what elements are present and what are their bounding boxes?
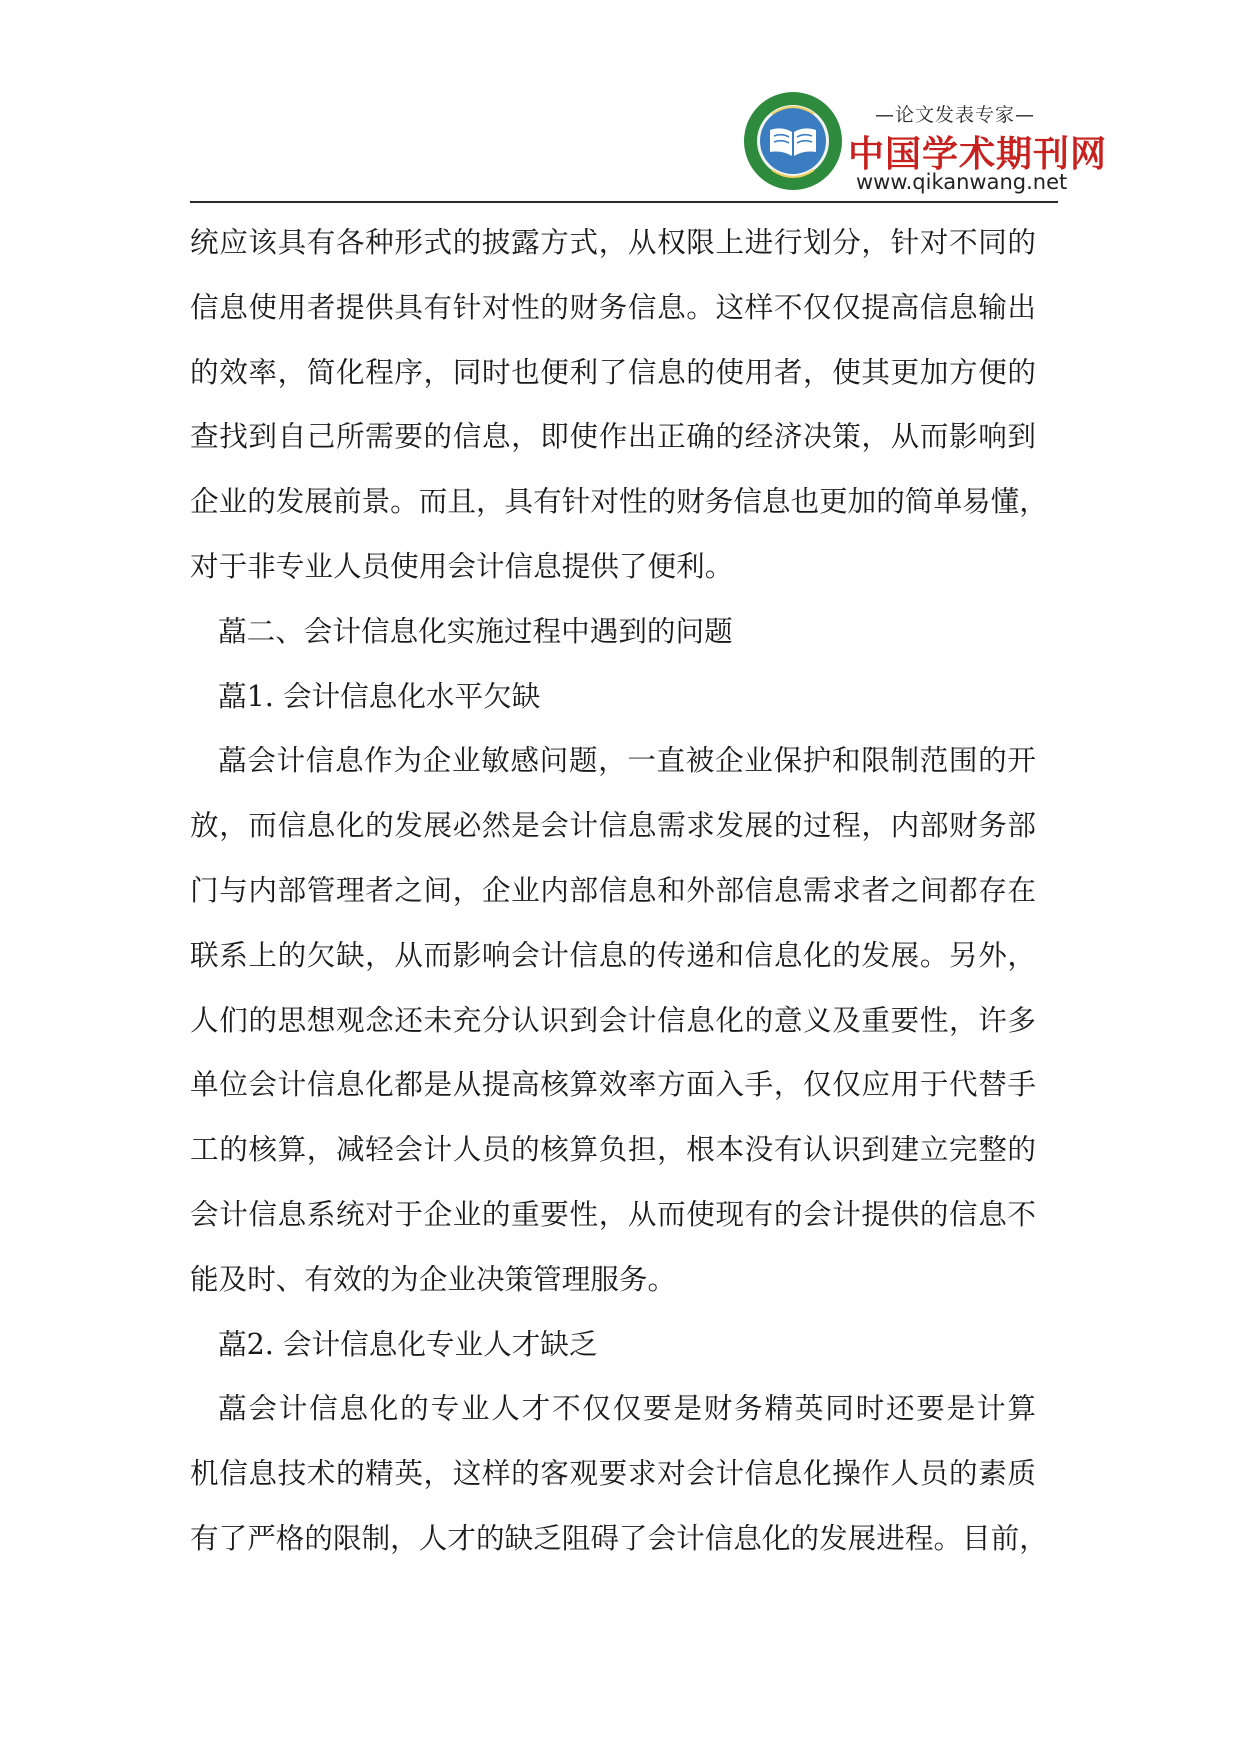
logo-slogan: —论文发表专家— [874,104,1035,126]
text-line: 统应该具有各种形式的披露方式，从权限上进行划分，针对不同的 [190,225,1036,259]
text-line: 能及时、有效的为企业决策管理服务。 [190,1261,677,1296]
text-line: 藠会计信息作为企业敏感问题，一直被企业保护和限制范围的开 [218,743,1036,778]
text-line: 会计信息系统对于企业的重要性，从而使现有的会计提供的信息不 [190,1196,1036,1231]
text-line: 藠2. 会计信息化专业人才缺乏 [218,1326,598,1361]
text-line: 放，而信息化的发展必然是会计信息需求发展的过程，内部财务部 [190,808,1036,843]
text-line: 企业的发展前景。而且，具有针对性的财务信息也更加的简单易懂， [190,484,1048,519]
logo-url: www.qikanwang.net [856,170,1068,194]
document-body [190,210,1048,1571]
logo-name: 中国学术期刊网 [848,134,1108,175]
text-line: 对于非专业人员使用会计信息提供了便利。 [190,548,734,583]
seal-icon [742,90,844,192]
text-line: 单位会计信息化都是从提高核算效率方面入手，仅仅应用于代替手 [190,1067,1036,1102]
qikanwang-logo [742,90,1108,202]
text-line: 有了严格的限制，人才的缺乏阻碍了会计信息化的发展进程。目前， [190,1520,1048,1555]
header-divider [190,201,1058,203]
text-line: 的效率，简化程序，同时也便利了信息的使用者，使其更加方便的 [190,354,1036,389]
page-header [0,0,1241,210]
text-line: 查找到自己所需要的信息，即使作出正确的经济决策，从而影响到 [190,419,1036,454]
text-line: 信息使用者提供具有针对性的财务信息。这样不仅仅提高信息输出 [190,289,1036,324]
text-line: 机信息技术的精英，这样的客观要求对会计信息化操作人员的素质 [190,1456,1036,1491]
text-line: 联系上的欠缺，从而影响会计信息的传递和信息化的发展。另外， [190,937,1036,972]
text-line: 藠二、会计信息化实施过程中遇到的问题 [218,613,733,648]
text-line: 藠1. 会计信息化水平欠缺 [218,678,541,713]
text-line: 人们的思想观念还未充分认识到会计信息化的意义及重要性，许多 [190,1002,1036,1037]
text-line: 工的核算，减轻会计人员的核算负担，根本没有认识到建立完整的 [190,1132,1036,1167]
text-line: 门与内部管理者之间，企业内部信息和外部信息需求者之间都存在 [190,872,1036,907]
text-line: 藠会计信息化的专业人才不仅仅要是财务精英同时还要是计算 [218,1391,1036,1426]
